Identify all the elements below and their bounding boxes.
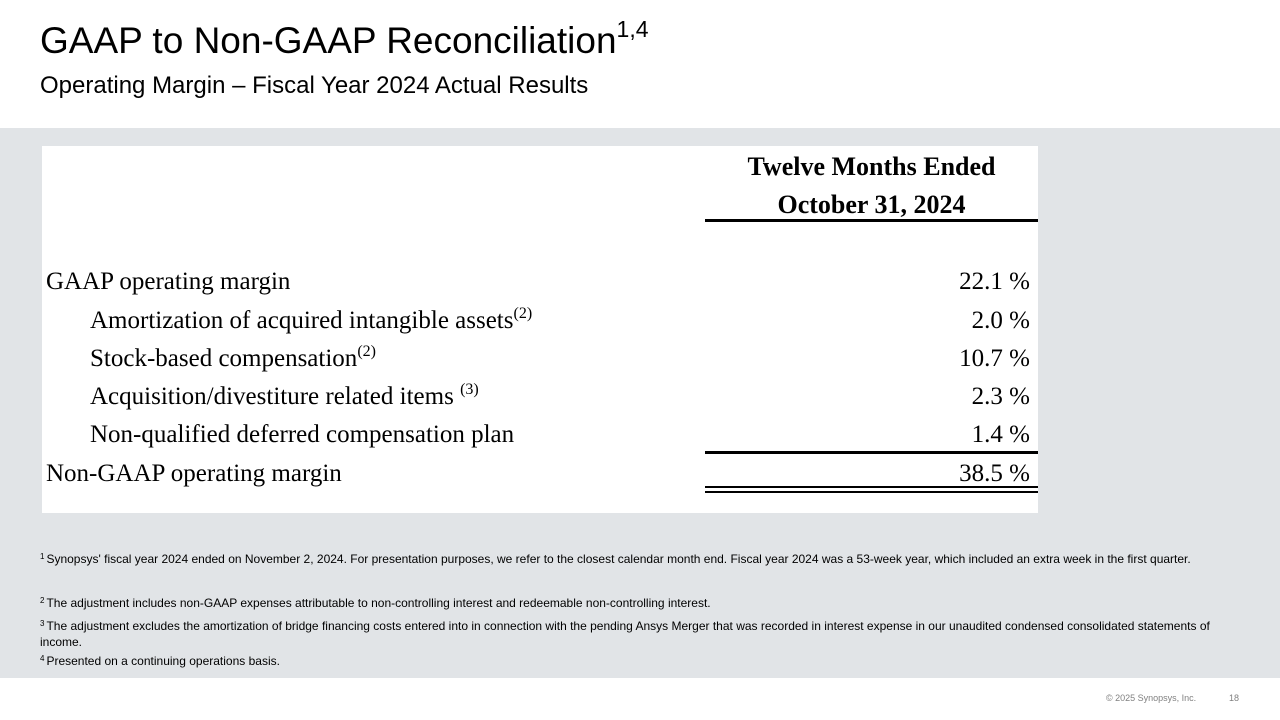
footnote-3: $^3$ The adjustment excludes the amortization of bridge financing costs entered into in connection with the pending Ansys Merger that was recorded in interest expense in our unaudited condensed consolidated statements of income.: [40, 619, 1210, 649]
row-label: GAAP operating margin: [46, 268, 291, 295]
footnote-1: $^1$ Synopsys' fiscal year 2024 ended on November 2, 2024. For presentation purposes, we refer to the closest calendar month end. Fiscal year 2024 was a 53-week year, which included an extra week in the first quarter.: [40, 552, 1191, 566]
column-header-line2: October 31, 2024: [777, 190, 966, 219]
row-label: Stock-based compensation$^{(2)}$: [90, 343, 376, 372]
row-label: Non-qualified deferred compensation plan: [90, 421, 515, 448]
footnote-2: $^2$ The adjustment includes non-GAAP expenses attributable to non-controlling interest and redeemable non-controlling interest.: [40, 596, 711, 610]
row-value: 2.3 %: [971, 383, 1030, 410]
total-double-rule-top: [705, 486, 1038, 488]
table-row-deferred-compensation: [42, 417, 1038, 453]
row-label: Non-GAAP operating margin: [46, 460, 342, 487]
row-value: 38.5 %: [959, 460, 1030, 487]
page-title-text: GAAP to Non-GAAP Reconciliation: [40, 20, 617, 61]
column-header-line1: Twelve Months Ended: [747, 152, 996, 181]
row-label: Acquisition/divestiture related items $^{(3)}$: [90, 381, 479, 410]
reconciliation-table: [42, 146, 1038, 513]
row-value: 22.1 %: [959, 268, 1030, 295]
table-row-acquisition-divestiture: [42, 379, 1038, 415]
table-row-gaap-operating-margin: [42, 264, 1038, 300]
page-number: 18: [1229, 693, 1240, 703]
row-value: 2.0 %: [971, 307, 1030, 334]
row-value: 10.7 %: [959, 345, 1030, 372]
column-header-rule: [705, 219, 1038, 222]
row-label: Amortization of acquired intangible assets$^{(2)}$: [90, 305, 533, 334]
footnote-4: $^4$ Presented on a continuing operations basis.: [40, 654, 280, 668]
page-subtitle: Operating Margin – Fiscal Year 2024 Actual Results: [40, 72, 589, 99]
table-row-amortization: [42, 303, 1038, 339]
table-row-stock-based-compensation: [42, 341, 1038, 377]
total-double-rule-bottom: [705, 491, 1038, 493]
row-value: 1.4 %: [971, 421, 1030, 448]
page-title-superscript: 1,4: [616, 16, 649, 42]
subtotal-rule: [705, 451, 1038, 454]
copyright-notice: © 2025 Synopsys, Inc.: [1106, 693, 1197, 703]
page-title: [40, 16, 649, 63]
